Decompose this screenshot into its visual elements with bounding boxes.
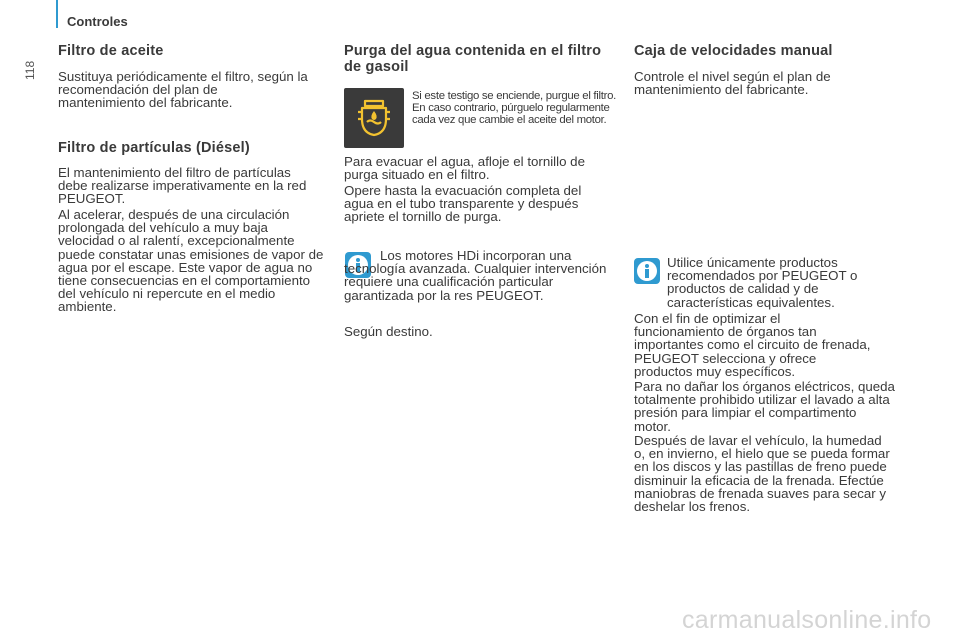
warning-explanation-text: Si este testigo se enciende, purgue el filtro. En caso contrario, púrguelo regularmente cada vez que cambie el aceite del motor. xyxy=(412,90,617,126)
water-purge-heading: Purga del agua contenida en el filtro de gasoil xyxy=(344,43,602,75)
destination-note: Según destino. xyxy=(344,324,433,339)
page-number: 118 xyxy=(23,60,37,80)
gearbox-heading: Caja de velocidades manual xyxy=(634,43,833,59)
watermark: carmanualsonline.info xyxy=(682,606,932,634)
section-title: Controles xyxy=(67,14,128,29)
oil-filter-heading: Filtro de aceite xyxy=(58,43,164,59)
info-icon xyxy=(634,258,660,284)
purge-instruction-text-1: Para evacuar el agua, afloje el tornillo de purga situado en el filtro. xyxy=(344,154,585,183)
electrical-warning-text: Para no dañar los órganos eléctricos, queda totalmente prohibido utilizar el lavado a alta presión para limpiar el compartimento motor. xyxy=(634,379,895,434)
gearbox-level-text: Controle el nivel según el plan de mantenimiento del fabricante. xyxy=(634,69,831,98)
water-in-fuel-warning-icon xyxy=(356,99,392,137)
water-in-fuel-warning-box xyxy=(344,88,404,148)
brake-circuit-text: Con el fin de optimizar el funcionamiento de órganos tan importantes como el circuito de frenada, PEUGEOT selecciona y ofrece productos muy específicos. xyxy=(634,311,871,379)
page-accent-bar xyxy=(56,0,58,28)
products-info-text: Utilice únicamente productos recomendados por PEUGEOT o productos de calidad y de características equivalentes. xyxy=(667,255,858,310)
brake-humidity-text: Después de lavar el vehículo, la humedad o, en invierno, el hielo que se pueda formar en los discos y las pastillas de freno puede disminuir la eficacia de la frenada. Efectúe maniobras de frenada suaves para secar y deshelar los frenos. xyxy=(634,433,890,515)
particle-filter-text-1: El mantenimiento del filtro de partículas debe realizarse imperativamente en la red PEUGEOT. xyxy=(58,165,307,207)
particle-filter-text-2: Al acelerar, después de una circulación prolongada del vehículo a muy baja velocidad o al ralentí, excepcionalmente puede constatar unas emisiones de vapor de agua por el escape. Este vapor de agua no tiene consecuencias en el comportamiento del vehículo ni repercute en el medio ambiente. xyxy=(58,207,324,315)
oil-filter-text: Sustituya periódicamente el filtro, según la recomendación del plan de mantenimiento del fabricante. xyxy=(58,69,308,111)
particle-filter-heading: Filtro de partículas (Diésel) xyxy=(58,140,250,156)
hdi-info-text: Los motores HDi incorporan una tecnología avanzada. Cualquier intervención requiere una cualificación particular garantizada por la res PEUGEOT. xyxy=(344,248,607,303)
purge-instruction-text-2: Opere hasta la evacuación completa del agua en el tubo transparente y después apriete el tornillo de purga. xyxy=(344,183,582,225)
